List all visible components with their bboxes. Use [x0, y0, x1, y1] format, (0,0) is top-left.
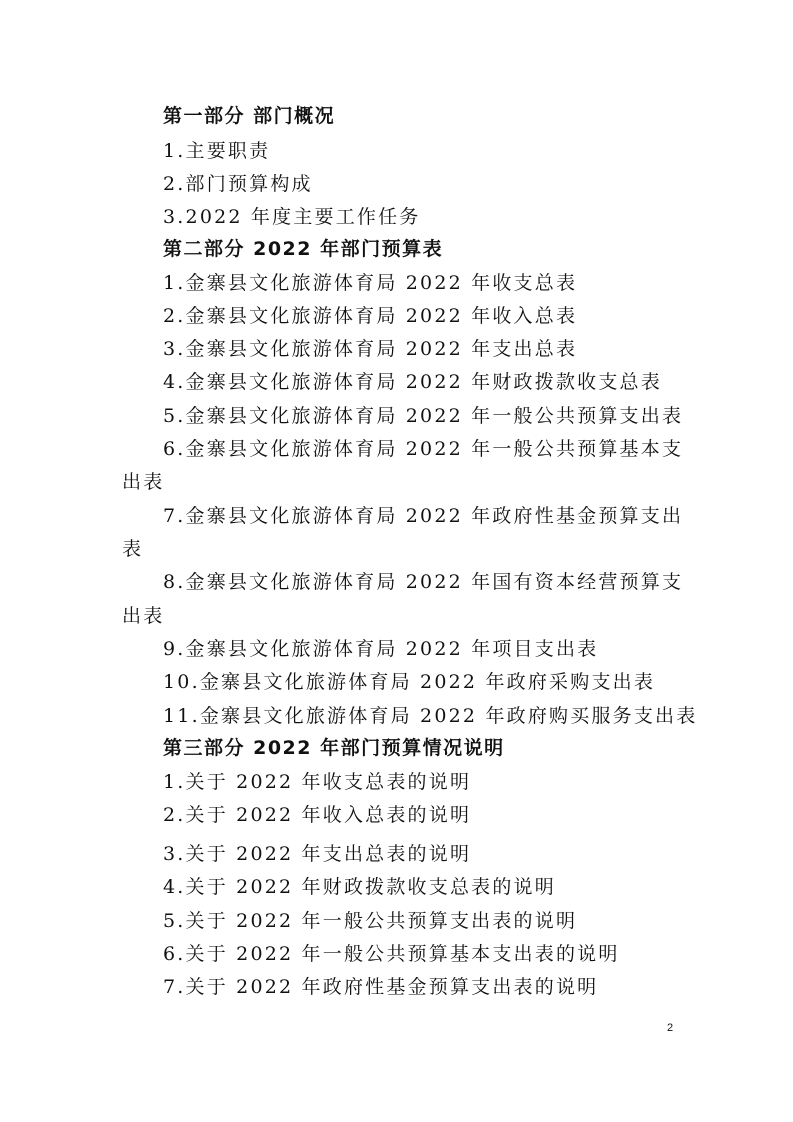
part3-heading: 第三部分 2022 年部门预算情况说明 [163, 737, 505, 759]
part2-item-11: 11.金寨县文化旅游体育局 2022 年政府购买服务支出表 [163, 705, 698, 727]
part3-item-5: 5.关于 2022 年一般公共预算支出表的说明 [163, 910, 578, 932]
part3-item-2: 2.关于 2022 年收入总表的说明 [163, 804, 472, 826]
part1-heading: 第一部分 部门概况 [163, 105, 336, 127]
part2-heading: 第二部分 2022 年部门预算表 [163, 238, 444, 260]
part3-item-3: 3.关于 2022 年支出总表的说明 [163, 843, 472, 865]
part2-item-1: 1.金寨县文化旅游体育局 2022 年收支总表 [163, 272, 578, 294]
part2-item-8: 8.金寨县文化旅游体育局 2022 年国有资本经营预算支 [163, 571, 684, 593]
part3-item-6: 6.关于 2022 年一般公共预算基本支出表的说明 [163, 943, 620, 965]
part2-item-3: 3.金寨县文化旅游体育局 2022 年支出总表 [163, 338, 578, 360]
part2-item-6-continued: 出表 [122, 471, 165, 493]
part1-item-2: 2.部门预算构成 [163, 173, 313, 195]
part2-item-10: 10.金寨县文化旅游体育局 2022 年政府采购支出表 [163, 671, 656, 693]
part2-item-2: 2.金寨县文化旅游体育局 2022 年收入总表 [163, 305, 578, 327]
part3-item-4: 4.关于 2022 年财政拨款收支总表的说明 [163, 876, 556, 898]
part2-item-7: 7.金寨县文化旅游体育局 2022 年政府性基金预算支出 [163, 505, 684, 527]
part3-item-7: 7.关于 2022 年政府性基金预算支出表的说明 [163, 976, 599, 998]
part2-item-5: 5.金寨县文化旅游体育局 2022 年一般公共预算支出表 [163, 405, 684, 427]
part2-item-8-continued: 出表 [122, 605, 165, 627]
part1-item-1: 1.主要职责 [163, 140, 271, 162]
part2-item-4: 4.金寨县文化旅游体育局 2022 年财政拨款收支总表 [163, 371, 662, 393]
part2-item-9: 9.金寨县文化旅游体育局 2022 年项目支出表 [163, 638, 599, 660]
part2-item-6: 6.金寨县文化旅游体育局 2022 年一般公共预算基本支 [163, 438, 684, 460]
page-number: 2 [667, 1022, 674, 1034]
part2-item-7-continued: 表 [122, 538, 144, 560]
part1-item-3: 3.2022 年度主要工作任务 [163, 206, 421, 228]
part3-item-1: 1.关于 2022 年收支总表的说明 [163, 771, 472, 793]
